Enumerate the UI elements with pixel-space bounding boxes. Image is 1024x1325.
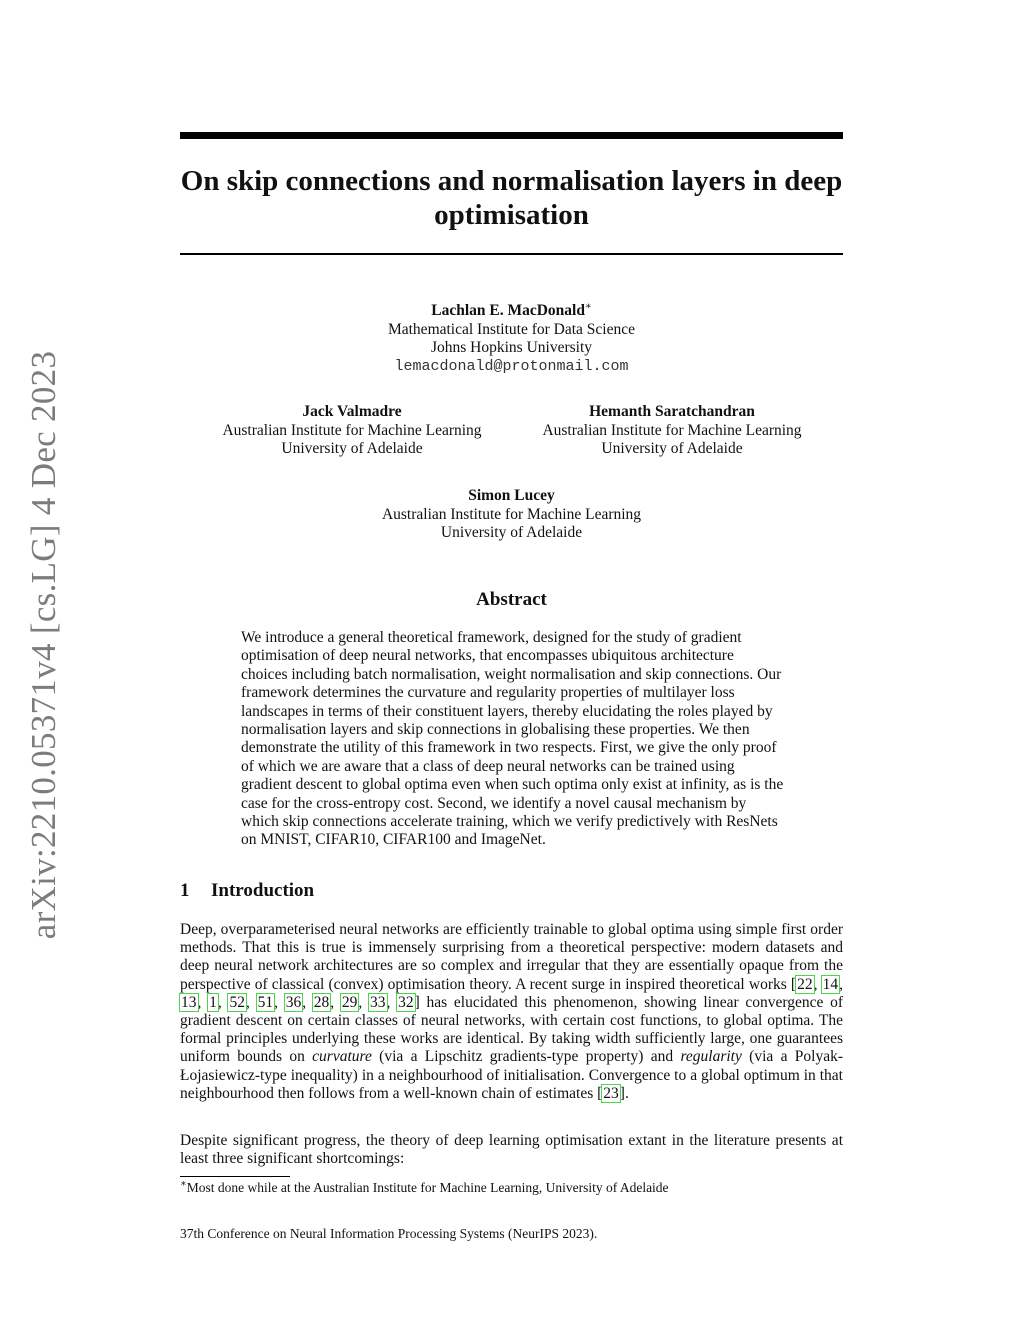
- citation-link[interactable]: 32: [398, 993, 414, 1011]
- section-heading-introduction: [180, 880, 314, 902]
- abstract-text: We introduce a general theoretical framework, designed for the study of gradient optimisation of deep neural networks, that encompasses ubiquitous architecture choices including batch normalisation, weight normalisation and skip connections. Our framework determines the curvature and regularity properties of multilayer loss landscapes in terms of their constituent layers, thereby elucidating the roles played by normalisation layers and skip connections in globalising these properties. We then demonstrate the utility of this framework in two respects. First, we give the only proof of which we are aware that a class of deep neural networks can be trained using gradient descent to global optima even when such optima only exist at infinity, as is the case for the cross-entropy cost. Second, we identify a novel causal mechanism by which skip connections accelerate training, which we verify predictively with ResNets on MNIST, CIFAR10, CIFAR100 and ImageNet.: [241, 629, 784, 849]
- citation-link[interactable]: 28: [313, 993, 330, 1011]
- intro-paragraph-1: Deep, overparameterised neural networks are efficiently trainable to global optima using simple first order methods. That this is true is immensely surprising from a theoretical perspective: modern datasets and deep neural network architectures are so complex and irregular that they are essentially opaque from the perspective of classical (convex) optimisation theory. A recent surge in inspired theoretical works [22, 14, 13, 1, 52, 51, 36, 28, 29, 33, 32] has elucidated this phenomenon, showing linear convergence of gradient descent on certain classes of neural networks, with certain cost functions, to global optima. The formal principles underlying these works are identical. By taking width sufficiently large, one guarantees uniform bounds on curvature (via a Lipschitz gradients-type property) and regularity (via a Polyak-Łojasiewicz-type inequality) in a neighbourhood of initialisation. Convergence to a global optimum in that neighbourhood then follows from a well-known chain of estimates [23].: [180, 921, 844, 1102]
- footnote-marker: ∗: [180, 1178, 187, 1190]
- section-title: Introduction: [211, 880, 315, 901]
- title-bottom-rule: [180, 253, 843, 255]
- author-affiliation: Australian Institute for Machine Learning: [222, 421, 482, 439]
- intro-paragraph-2: Despite significant progress, the theory of deep learning optimisation extant in the literature presents at least three significant shortcomings:: [180, 1132, 843, 1168]
- author-institution: University of Adelaide: [440, 524, 583, 541]
- author-institution: University of Adelaide: [601, 440, 743, 457]
- emphasis-curvature: curvature: [312, 1048, 372, 1066]
- citation-link[interactable]: 22: [797, 975, 813, 993]
- author-block-saratchandran: [522, 403, 822, 459]
- author-name: Jack Valmadre: [302, 403, 402, 420]
- footnote-text: Most done while at the Australian Institute for Machine Learning, University of Adelaide: [186, 1180, 669, 1195]
- abstract-heading: Abstract: [476, 589, 547, 610]
- paragraph-text: ].: [619, 1084, 629, 1102]
- author-name: Lachlan E. MacDonald: [431, 302, 585, 319]
- citation-link[interactable]: 14: [822, 975, 839, 993]
- citation-link[interactable]: 33: [370, 993, 386, 1011]
- citation-link[interactable]: 23: [603, 1084, 619, 1102]
- author-institution: University of Adelaide: [281, 440, 423, 457]
- footnote-rule: [180, 1176, 290, 1177]
- author-name: Hemanth Saratchandran: [589, 403, 755, 420]
- paragraph-text: (via a Polyak-Łojasiewicz-type inequality) in a neighbourhood of initialisation. Convergence to a global optimum in that neighbourhood then follows from a well-known chain of estimates [: [180, 1048, 843, 1102]
- citation-link[interactable]: 29: [341, 993, 358, 1011]
- author-name: Simon Lucey: [468, 487, 555, 504]
- arxiv-identifier-stamp[interactable]: arXiv:2210.05371v4 [cs.LG] 4 Dec 2023: [24, 350, 63, 940]
- citation-link[interactable]: 52: [229, 993, 245, 1011]
- author-affiliation: Australian Institute for Machine Learning: [381, 505, 642, 523]
- author-block-lucey: [180, 487, 843, 543]
- paragraph-text: (via a Lipschitz gradients-type property) and: [371, 1048, 681, 1066]
- author-institution: Johns Hopkins University: [430, 339, 593, 356]
- citation-link[interactable]: 13: [181, 993, 197, 1011]
- author-block-valmadre: [202, 403, 502, 459]
- citation-link[interactable]: 51: [257, 993, 274, 1011]
- footnote: [180, 1180, 843, 1196]
- author-affiliation: Mathematical Institute for Data Science: [387, 320, 636, 338]
- title-top-rule: [180, 132, 843, 139]
- footnote-marker[interactable]: ∗: [584, 300, 592, 312]
- citation-link[interactable]: 36: [285, 993, 302, 1011]
- paragraph-text: Deep, overparameterised neural networks are efficiently trainable to global optima using simple first order methods. That this is true is immensely surprising from a theoretical perspective: modern datasets and deep neural network architectures are so complex and irregular that they are essentially opaque from the perspective of classical (convex) optimisation theory. A recent surge in inspired theoretical works [: [180, 921, 843, 993]
- citation-link[interactable]: 1: [209, 993, 217, 1011]
- paragraph-text: ] has elucidated this phenomenon, showing linear convergence of gradient descent on certain classes of neural networks, with certain cost functions, to global optima. The formal principles underlying these works are identical. By taking width sufficiently large, one guarantees uniform bounds on: [180, 993, 844, 1066]
- paper-title: On skip connections and normalisation layers in deep optimisation: [180, 165, 843, 231]
- emphasis-regularity: regularity: [680, 1048, 742, 1066]
- author-email[interactable]: lemacdonald@protonmail.com: [394, 357, 629, 375]
- author-block-macdonald: [180, 302, 843, 376]
- author-affiliation: Australian Institute for Machine Learning: [542, 421, 802, 439]
- conference-venue: 37th Conference on Neural Information Processing Systems (NeurIPS 2023).: [180, 1226, 598, 1241]
- section-number: 1: [180, 880, 190, 901]
